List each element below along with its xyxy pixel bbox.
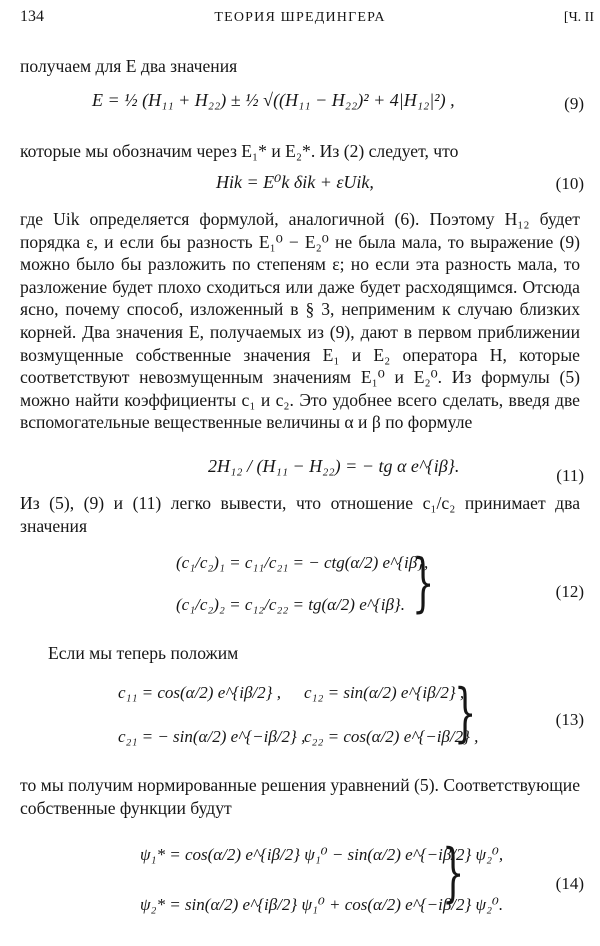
- right-brace-12: }: [412, 546, 435, 620]
- equation-12-line-1: (c₁/c₂)₁ = c₁₁/c₂₁ = − ctg(α/2) e^{iβ},: [176, 553, 429, 572]
- equation-number-11: (11): [556, 466, 584, 485]
- equation-number-10: (10): [555, 174, 584, 193]
- paragraph-normalized: то мы получим нормированные решения уравнений (5). Соответствующие собственные функции будут: [20, 775, 580, 818]
- equation-13-line-2a: c₂₁ = − sin(α/2) e^{−iβ/2} ,: [118, 727, 306, 746]
- equation-13-line-2b: c₂₂ = cos(α/2) e^{−iβ/2} ,: [304, 727, 479, 746]
- equation-number-14: (14): [555, 874, 584, 893]
- equation-number-12: (12): [555, 582, 584, 601]
- right-brace-14: }: [442, 836, 465, 910]
- paragraph-main: где Uik определяется формулой, аналогичной (6). Поэтому H₁₂ будет порядка ε, и если бы разность E₁⁰ − E₂⁰ не была мала, то выражение (9) можно было бы разложить по степеням ε; но если эта разность мала, то разложение будет плохо сходиться или даже будет расходящимся. Отсюда ясно, почему способ, изложенный в § 3, неприменим к случаю близких корней. Два значения E, получаемых из (9), дают в первом приближении возмущенные собственные значения E₁ и E₂ оператора H, которые соответствуют невозмущенным значениям E₁⁰ и E₂⁰. Из формулы (5) можно найти коэффициенты c₁ и c₂. Это удобнее всего сделать, введя две вспомогательные вещественные величины α и β по формуле: [20, 209, 580, 433]
- paragraph-set: Если мы теперь положим: [48, 643, 239, 663]
- equation-14-line-1: ψ₁* = cos(α/2) e^{iβ/2} ψ₁⁰ − sin(α/2) e^{−iβ/2} ψ₂⁰,: [140, 845, 504, 864]
- equation-13-line-1a: c₁₁ = cos(α/2) e^{iβ/2} ,: [118, 683, 281, 702]
- equation-13-line-1b: c₁₂ = sin(α/2) e^{iβ/2} ,: [304, 683, 465, 702]
- equation-10: Hik = E⁰k δik + εUik,: [216, 172, 374, 192]
- paragraph-ratio: Из (5), (9) и (11) легко вывести, что отношение c₁/c₂ принимает два значения: [20, 493, 580, 536]
- paragraph-denote: которые мы обозначим через E₁* и E₂*. Из (2) следует, что: [20, 141, 459, 161]
- running-title: ТЕОРИЯ ШРЕДИНГЕРА: [214, 10, 386, 25]
- right-brace-13: }: [454, 676, 477, 750]
- equation-9: E = ½ (H₁₁ + H₂₂) ± ½ √((H₁₁ − H₂₂)² + 4|H₁₂|²) ,: [92, 90, 455, 110]
- equation-12-line-2: (c₁/c₂)₂ = c₁₂/c₂₂ = tg(α/2) e^{iβ}.: [176, 595, 405, 614]
- page-number: 134: [20, 8, 44, 25]
- paragraph-intro: получаем для E два значения: [20, 56, 238, 76]
- equation-14-line-2: ψ₂* = sin(α/2) e^{iβ/2} ψ₁⁰ + cos(α/2) e^{−iβ/2} ψ₂⁰.: [140, 895, 504, 914]
- equation-number-9: (9): [564, 94, 584, 113]
- chapter-mark: [Ч. II: [563, 10, 594, 25]
- equation-number-13: (13): [555, 710, 584, 729]
- equation-11: 2H₁₂ / (H₁₁ − H₂₂) = − tg α e^{iβ}.: [208, 456, 460, 476]
